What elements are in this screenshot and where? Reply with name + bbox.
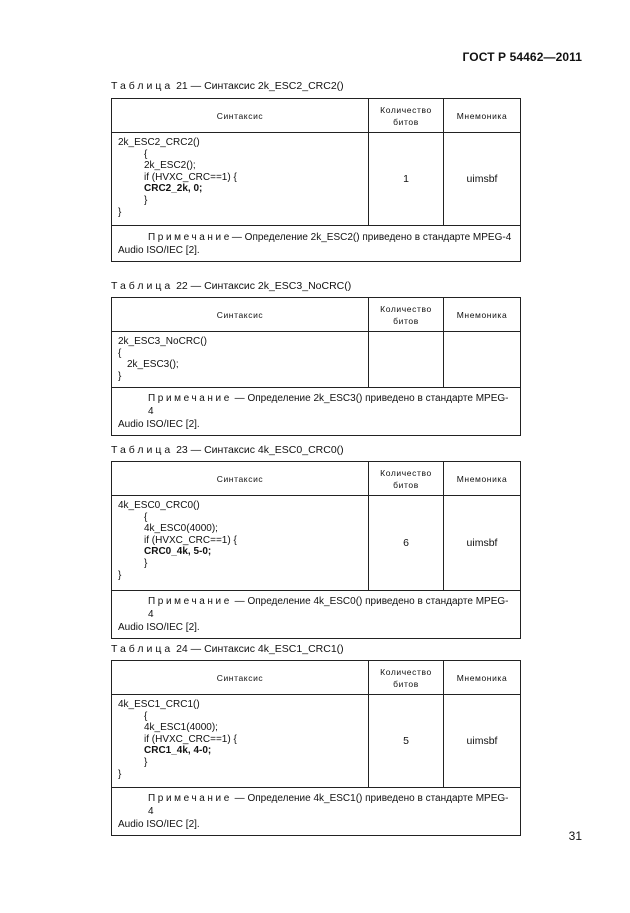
code-line: 2k_ESC2();: [144, 160, 196, 172]
table-note: [112, 388, 521, 436]
syntax-code-cell: [112, 695, 369, 788]
syntax-table-22: [111, 297, 521, 436]
column-header-syntax: Синтаксис: [112, 462, 369, 496]
column-header-syntax: Синтаксис: [112, 99, 369, 133]
mnemonic-value: uimsbf: [444, 496, 521, 591]
code-line: {: [144, 148, 148, 160]
table-caption: [111, 444, 344, 456]
note-text: — Определение 4k_ESC0() приведено в стандарте MPEG-4: [148, 596, 509, 620]
code-line: CRC0_4k, 5-0;: [144, 546, 212, 558]
note-word: Примечание: [148, 231, 232, 243]
caption-word: Таблица: [111, 444, 174, 456]
syntax-table-23: [111, 461, 521, 639]
note-word: Примечание: [148, 596, 232, 607]
code-line: 4k_ESC0_CRC0(): [118, 500, 200, 511]
code-line: CRC2_2k, 0;: [144, 183, 203, 195]
caption-word: Таблица: [111, 80, 174, 92]
standard-header: ГОСТ Р 54462—2011: [462, 50, 582, 64]
code-line: CRC1_4k, 4-0;: [144, 745, 212, 757]
table-note: [112, 788, 521, 836]
note-text: — Определение 4k_ESC1() приведено в стандарте MPEG-4: [148, 793, 509, 817]
code-line: 2k_ESC3();: [127, 359, 179, 371]
bits-value: 6: [369, 496, 444, 591]
caption-word: Таблица: [111, 643, 174, 655]
note-word: Примечание: [148, 393, 232, 404]
code-line: }: [118, 206, 122, 218]
mnemonic-value: [444, 332, 521, 388]
column-header-bits: Количество битов: [369, 99, 444, 133]
syntax-code-cell: [112, 133, 369, 226]
table-caption: [111, 643, 344, 655]
code-line: }: [144, 194, 148, 206]
column-header-bits: Количество битов: [369, 462, 444, 496]
column-header-bits: Количество битов: [369, 298, 444, 332]
code-line: }: [118, 569, 122, 581]
code-line: {: [118, 347, 122, 359]
code-line: if (HVXC_CRC==1) {: [144, 171, 237, 183]
mnemonic-value: uimsbf: [444, 133, 521, 226]
code-line: 2k_ESC3_NoCRC(): [118, 336, 207, 347]
caption-text: 23 — Синтаксис 4k_ESC0_CRC0(): [173, 444, 344, 456]
note-word: Примечание: [148, 793, 232, 804]
syntax-code-cell: [112, 332, 369, 388]
note-text: — Определение 2k_ESC2() приведено в стандарте MPEG-4: [231, 231, 512, 243]
code-line: }: [118, 370, 122, 382]
bits-value: 5: [369, 695, 444, 788]
table-caption: [111, 280, 351, 292]
code-line: }: [118, 768, 122, 780]
note-text-line2: Audio ISO/IEC [2].: [118, 819, 200, 830]
syntax-code-cell: [112, 496, 369, 591]
code-line: {: [144, 710, 148, 722]
caption-text: 24 — Синтаксис 4k_ESC1_CRC1(): [173, 643, 344, 655]
caption-text: 21 — Синтаксис 2k_ESC2_CRC2(): [173, 80, 344, 92]
note-text-line2: Audio ISO/IEC [2].: [118, 244, 200, 256]
code-line: }: [144, 557, 148, 569]
column-header-bits: Количество битов: [369, 661, 444, 695]
code-line: if (HVXC_CRC==1) {: [144, 733, 237, 745]
column-header-mnemonic: Мнемоника: [444, 462, 521, 496]
column-header-syntax: Синтаксис: [112, 661, 369, 695]
column-header-mnemonic: Мнемоника: [444, 298, 521, 332]
note-text: — Определение 2k_ESC3() приведено в стандарте MPEG-4: [148, 393, 509, 417]
syntax-table-21: [111, 98, 521, 262]
mnemonic-value: uimsbf: [444, 695, 521, 788]
column-header-syntax: Синтаксис: [112, 298, 369, 332]
caption-text: 22 — Синтаксис 2k_ESC3_NoCRC(): [173, 280, 352, 292]
bits-value: [369, 332, 444, 388]
code-line: {: [144, 511, 148, 523]
note-text-line2: Audio ISO/IEC [2].: [118, 622, 200, 633]
syntax-table-24: [111, 660, 521, 836]
column-header-mnemonic: Мнемоника: [444, 661, 521, 695]
code-line: 2k_ESC2_CRC2(): [118, 137, 200, 148]
table-note: [112, 226, 521, 262]
code-line: if (HVXC_CRC==1) {: [144, 534, 237, 546]
table-caption: [111, 80, 344, 92]
code-line: 4k_ESC1(4000);: [144, 722, 218, 734]
code-line: }: [144, 756, 148, 768]
page-number: 31: [568, 829, 582, 843]
caption-word: Таблица: [111, 280, 174, 292]
column-header-mnemonic: Мнемоника: [444, 99, 521, 133]
bits-value: 1: [369, 133, 444, 226]
note-text-line2: Audio ISO/IEC [2].: [118, 419, 200, 430]
table-note: [112, 591, 521, 639]
code-line: 4k_ESC0(4000);: [144, 523, 218, 535]
code-line: 4k_ESC1_CRC1(): [118, 699, 200, 710]
